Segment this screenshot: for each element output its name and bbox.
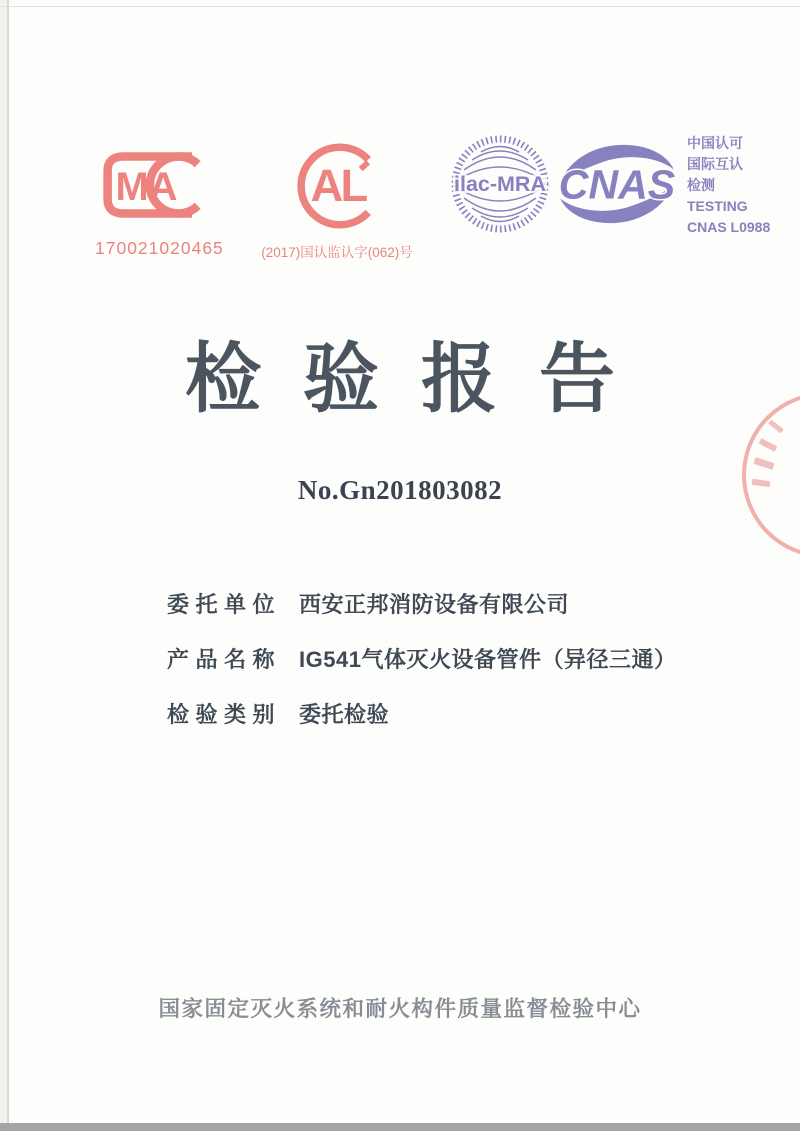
field-label: 产品名称 xyxy=(167,647,282,672)
cnas-info-line: 中国认可 xyxy=(687,135,743,151)
cal-mark-text: AL xyxy=(310,160,366,212)
scan-edge-bottom xyxy=(0,1123,800,1131)
cma-certificate-number: 170021020465 xyxy=(95,238,224,258)
cal-certification xyxy=(252,136,422,261)
cma-mark-text: MA xyxy=(115,165,178,210)
field-row-product xyxy=(167,643,676,674)
seal-marks xyxy=(759,438,778,452)
cnas-info-line: 检测 xyxy=(687,177,715,193)
cnas-logo-icon xyxy=(551,139,683,229)
field-row-inspection-type xyxy=(167,698,389,729)
field-value: IG541气体灭火设备管件（异径三通） xyxy=(299,647,677,672)
page-title: 检验报告 xyxy=(185,337,657,422)
cnas-info-line: CNAS L0988 xyxy=(687,219,771,235)
field-value: 委托检验 xyxy=(299,702,390,727)
issuing-organization: 国家固定灭火系统和耐火构件质量监督检验中心 xyxy=(158,997,642,1021)
cma-certification xyxy=(95,148,224,259)
cnas-mark-text: CNAS xyxy=(558,161,676,208)
ilac-mra-text: ilac-MRA xyxy=(454,173,546,196)
report-number: No.Gn201803082 xyxy=(297,475,503,505)
seal-marks xyxy=(753,457,774,470)
field-label: 检验类别 xyxy=(167,702,282,727)
certification-logo-row xyxy=(0,0,800,280)
cnas-info-line: 国际互认 xyxy=(687,156,743,172)
field-row-client xyxy=(167,588,569,619)
field-value: 西安正邦消防设备有限公司 xyxy=(299,592,570,617)
seal-marks xyxy=(768,420,784,434)
cal-approval-number: (2017)国认监认字(062)号 xyxy=(261,245,413,260)
ilac-mra-logo-icon xyxy=(448,131,552,237)
cma-logo-icon xyxy=(95,148,217,222)
cnas-info-line: TESTING xyxy=(687,198,748,214)
cal-logo-icon xyxy=(285,136,389,236)
field-label: 委托单位 xyxy=(167,592,282,617)
cnas-accreditation-info xyxy=(687,133,770,238)
seal-marks xyxy=(752,479,771,487)
